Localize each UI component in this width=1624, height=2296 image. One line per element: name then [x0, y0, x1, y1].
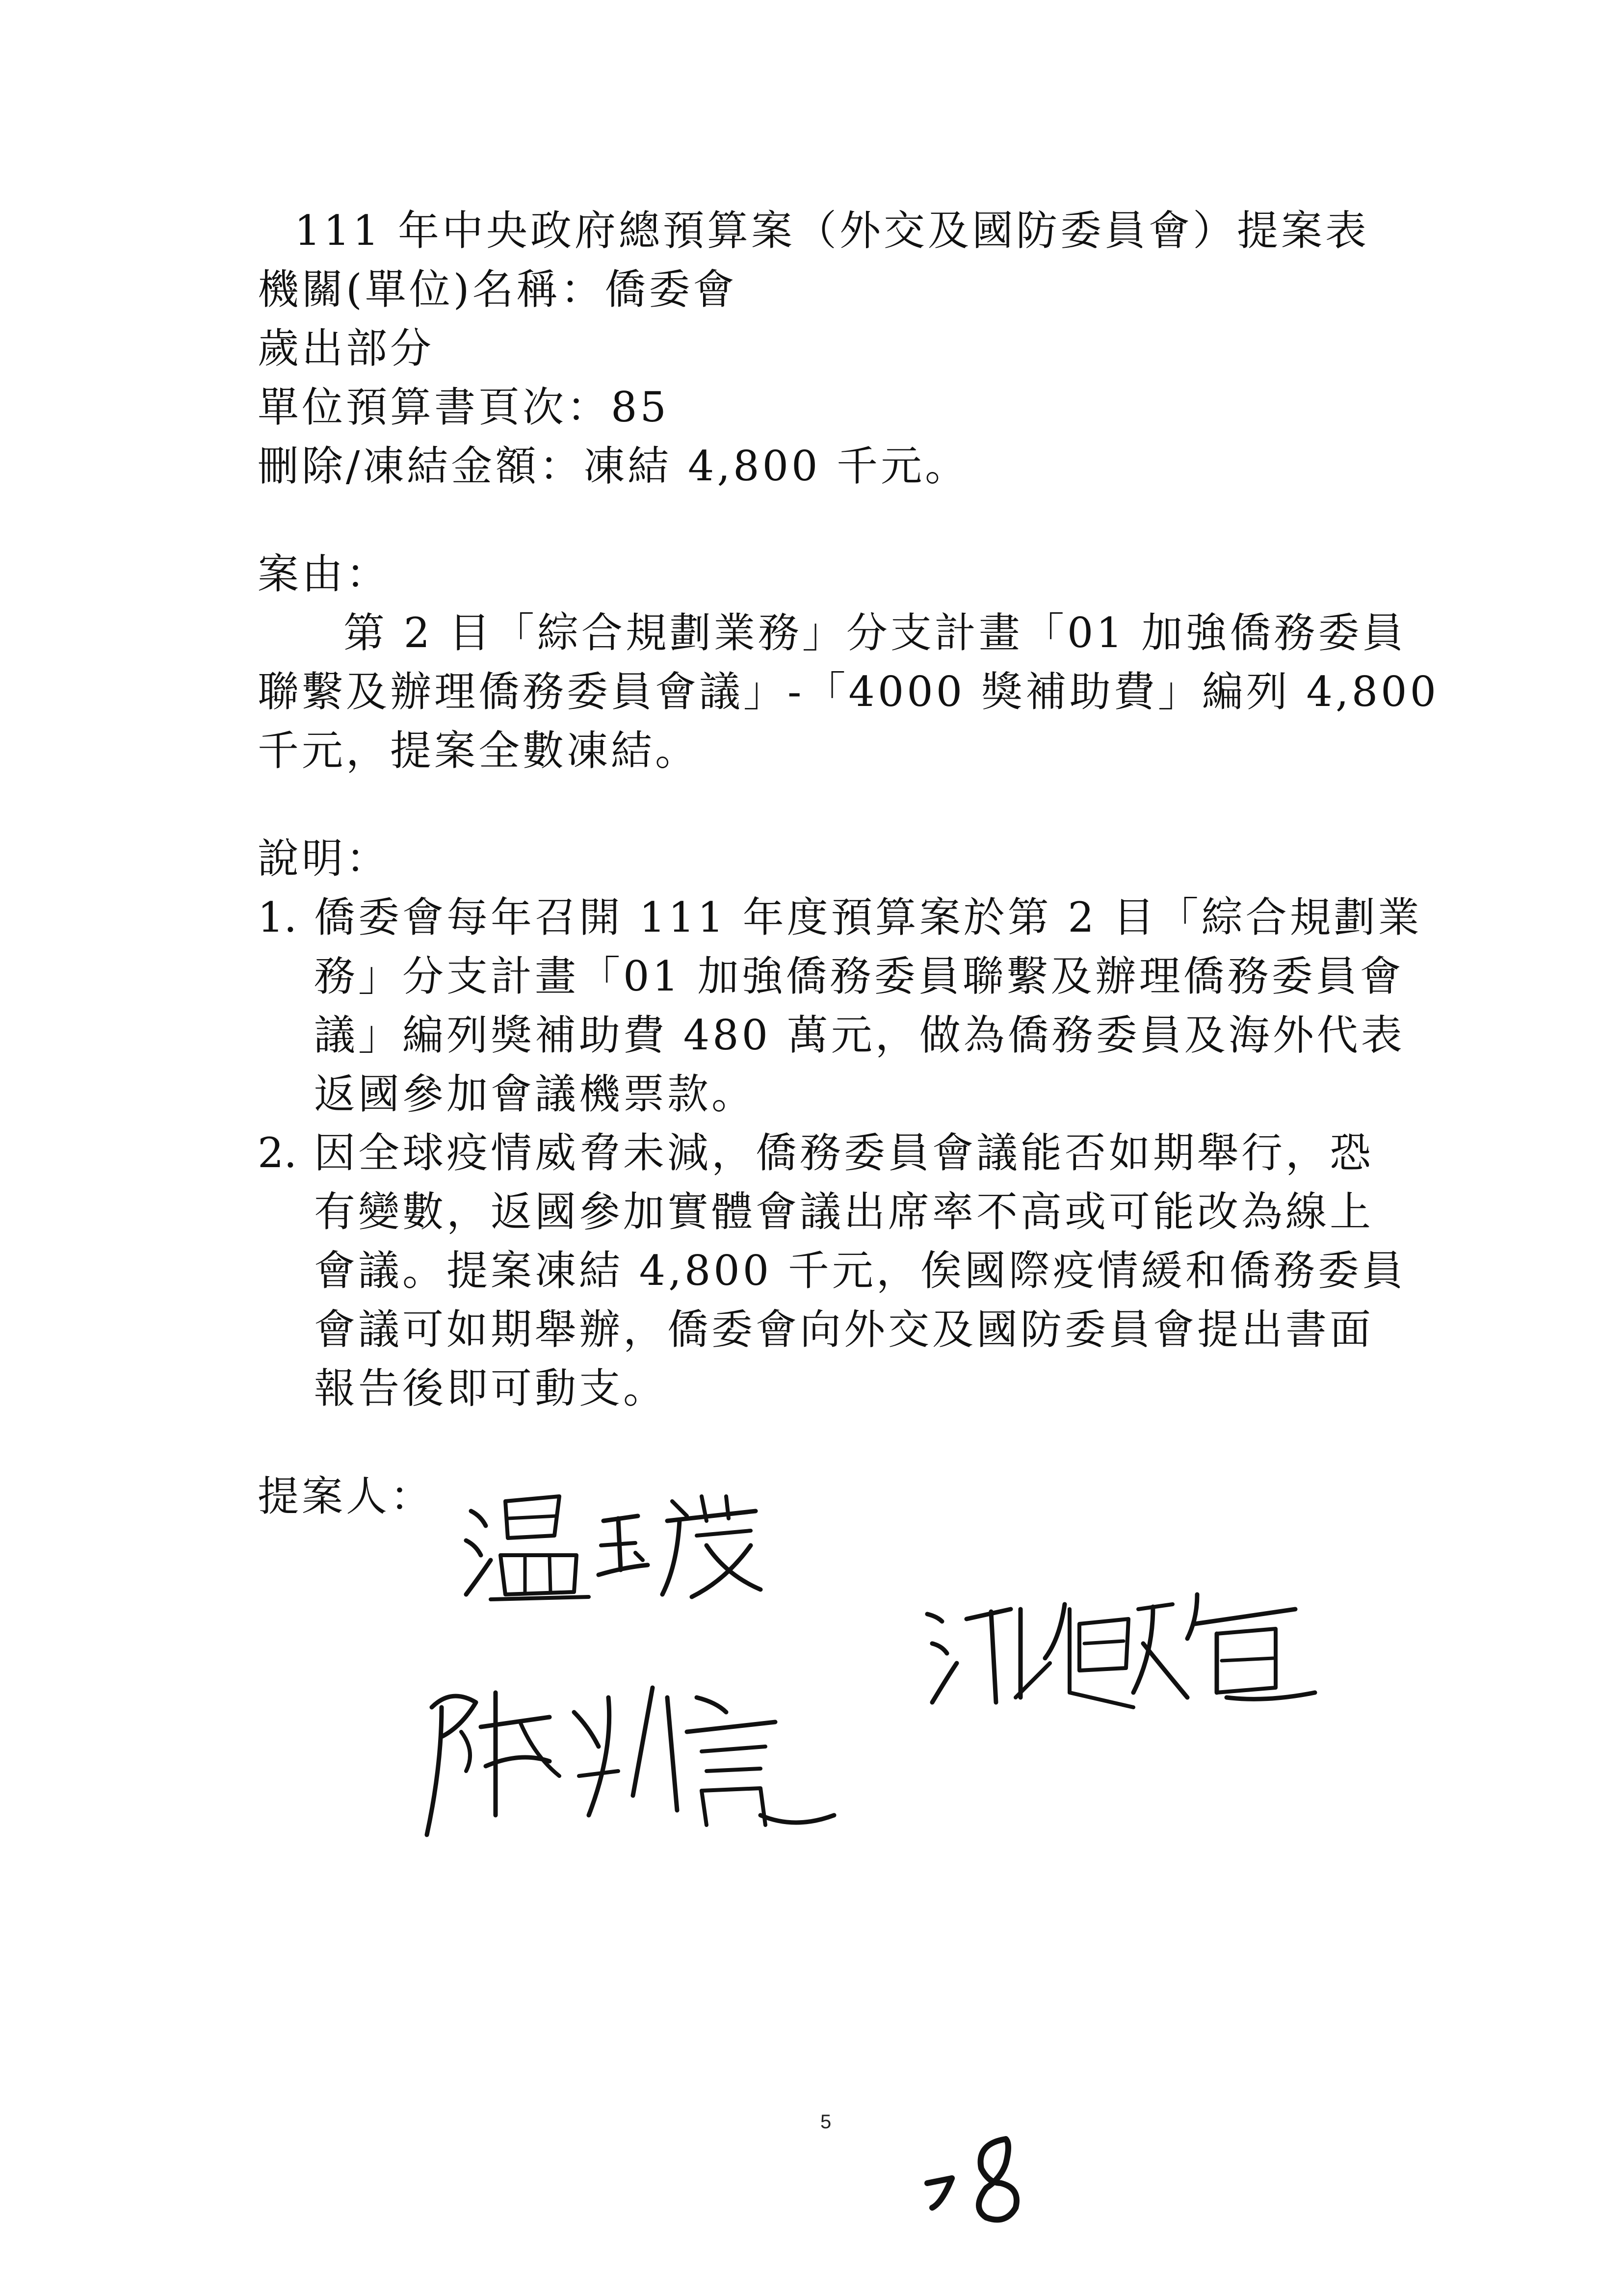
reason-label: 案由：: [258, 550, 391, 598]
freeze-amount: 刪除/凍結金額：凍結 4,800 千元。: [258, 442, 969, 490]
reason-line: 聯繫及辦理僑務委員會議」-「4000 獎補助費」編列 4,800: [258, 668, 1440, 716]
explanation-item-number: 1.: [258, 893, 297, 941]
explanation-line: 有變數，返國參加實體會議出席率不高或可能改為線上: [314, 1188, 1374, 1236]
explanation-line: 僑委會每年召開 111 年度預算案於第 2 目「綜合規劃業: [314, 893, 1422, 941]
explanation-line: 返國參加會議機票款。: [314, 1070, 756, 1118]
signature-image: [461, 1482, 775, 1609]
explanation-line: 會議可如期舉辦，僑委會向外交及國防委員會提出書面: [314, 1305, 1374, 1354]
page-number: 5: [820, 2111, 832, 2133]
document-title: 111 年中央政府總預算案（外交及國防委員會）提案表: [294, 207, 1370, 255]
budget-section: 歲出部分: [258, 324, 435, 372]
signature-image: [422, 1668, 844, 1845]
budget-page-reference: 單位預算書頁次：85: [258, 383, 669, 431]
agency-name: 機關(單位)名稱：僑委會: [258, 265, 737, 313]
handwritten-page-mark: [922, 2129, 1040, 2227]
proposer-label: 提案人：: [258, 1472, 435, 1520]
signature-image: [922, 1580, 1325, 1727]
explanation-line: 因全球疫情威脅未減，僑務委員會議能否如期舉行，恐: [314, 1129, 1374, 1177]
explanation-label: 說明：: [258, 835, 391, 883]
explanation-item-number: 2.: [258, 1129, 297, 1177]
reason-line: 第 2 目「綜合規劃業務」分支計畫「01 加強僑務委員: [343, 609, 1407, 657]
explanation-line: 議」編列獎補助費 480 萬元，做為僑務委員及海外代表: [314, 1011, 1405, 1059]
reason-line: 千元，提案全數凍結。: [258, 727, 700, 775]
explanation-line: 務」分支計畫「01 加強僑務委員聯繫及辦理僑務委員會: [314, 952, 1404, 1000]
explanation-line: 會議。提案凍結 4,800 千元，俟國際疫情緩和僑務委員: [314, 1247, 1406, 1295]
explanation-line: 報告後即可動支。: [314, 1364, 668, 1412]
